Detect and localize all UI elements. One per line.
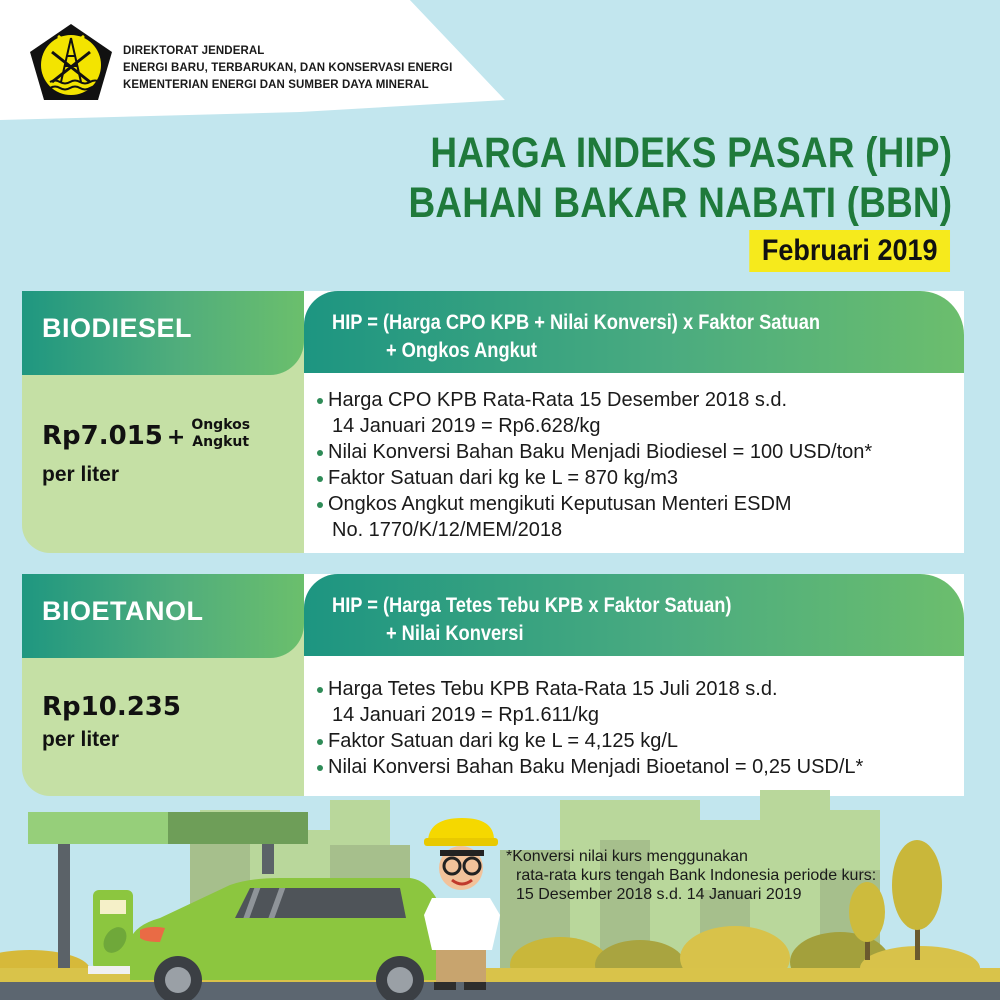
organization-name [123,43,452,94]
bioetanol-price-amount: Rp10.235 [42,692,181,722]
biodiesel-price-amount: Rp7.015 [42,421,163,451]
bioetanol-label-header [22,574,304,658]
bioetanol-price-unit: per liter [42,728,120,751]
bullet-item: Nilai Konversi Bahan Baku Menjadi Bioetanol = 0,25 USD/L* [314,754,863,780]
biodiesel-bullet-list [314,387,872,543]
bullet-item: Harga CPO KPB Rata-Rata 15 Desember 2018 s.d. 14 Januari 2019 = Rp6.628/kg [314,387,872,439]
bioetanol-bullet-list [314,676,863,780]
bullet-item: Nilai Konversi Bahan Baku Menjadi Biodiesel = 100 USD/ton* [314,439,872,465]
bioetanol-formula: HIP = (Harga Tetes Tebu KPB x Faktor Satuan) + Nilai Konversi [332,594,732,645]
bioetanol-formula-header [304,574,964,656]
bullet-item: Harga Tetes Tebu KPB Rata-Rata 15 Juli 2018 s.d. 14 Januari 2019 = Rp1.611/kg [314,676,863,728]
footnote-line-1: *Konversi nilai kurs menggunakan [506,848,748,865]
period-badge: Februari 2019 [749,230,950,272]
esdm-logo [28,22,114,102]
org-line-3: KEMENTERIAN ENERGI DAN SUMBER DAYA MINERAL [123,79,429,91]
bioetanol-card [22,574,964,796]
bioetanol-price [42,692,181,752]
title-line-1: HARGA INDEKS PASAR (HIP) [430,129,952,177]
price-extra-note: Ongkos Angkut [191,416,251,450]
org-line-2: ENERGI BARU, TERBARUKAN, DAN KONSERVASI ENERGI [123,62,453,74]
biodiesel-price: Rp7.015 +Ongkos Angkut per liter [42,416,251,486]
bullet-item: Faktor Satuan dari kg ke L = 870 kg/m3 [314,465,872,491]
biodiesel-label: BIODIESEL [42,313,193,343]
footnote-line-3: 15 Desember 2018 s.d. 14 Januari 2019 [516,886,802,903]
biodiesel-card [22,291,964,553]
bioetanol-label: BIOETANOL [42,596,204,626]
page-title [408,128,952,228]
org-line-1: DIREKTORAT JENDERAL [123,45,265,57]
bullet-item: Ongkos Angkut mengikuti Keputusan Menteri ESDM No. 1770/K/12/MEM/2018 [314,491,872,543]
bullet-item: Faktor Satuan dari kg ke L = 4,125 kg/L [314,728,863,754]
footnote-line-2: rata-rata kurs tengah Bank Indonesia periode kurs: [516,867,877,884]
biodiesel-price-unit: per liter [42,462,120,486]
road [0,982,1000,1000]
title-line-2: BAHAN BAKAR NABATI (BBN) [408,179,952,227]
biodiesel-label-header [22,291,304,375]
biodiesel-formula-header [304,291,964,373]
footnote [506,847,876,904]
biodiesel-formula: HIP = (Harga CPO KPB + Nilai Konversi) x Faktor Satuan + Ongkos Angkut [332,311,821,362]
